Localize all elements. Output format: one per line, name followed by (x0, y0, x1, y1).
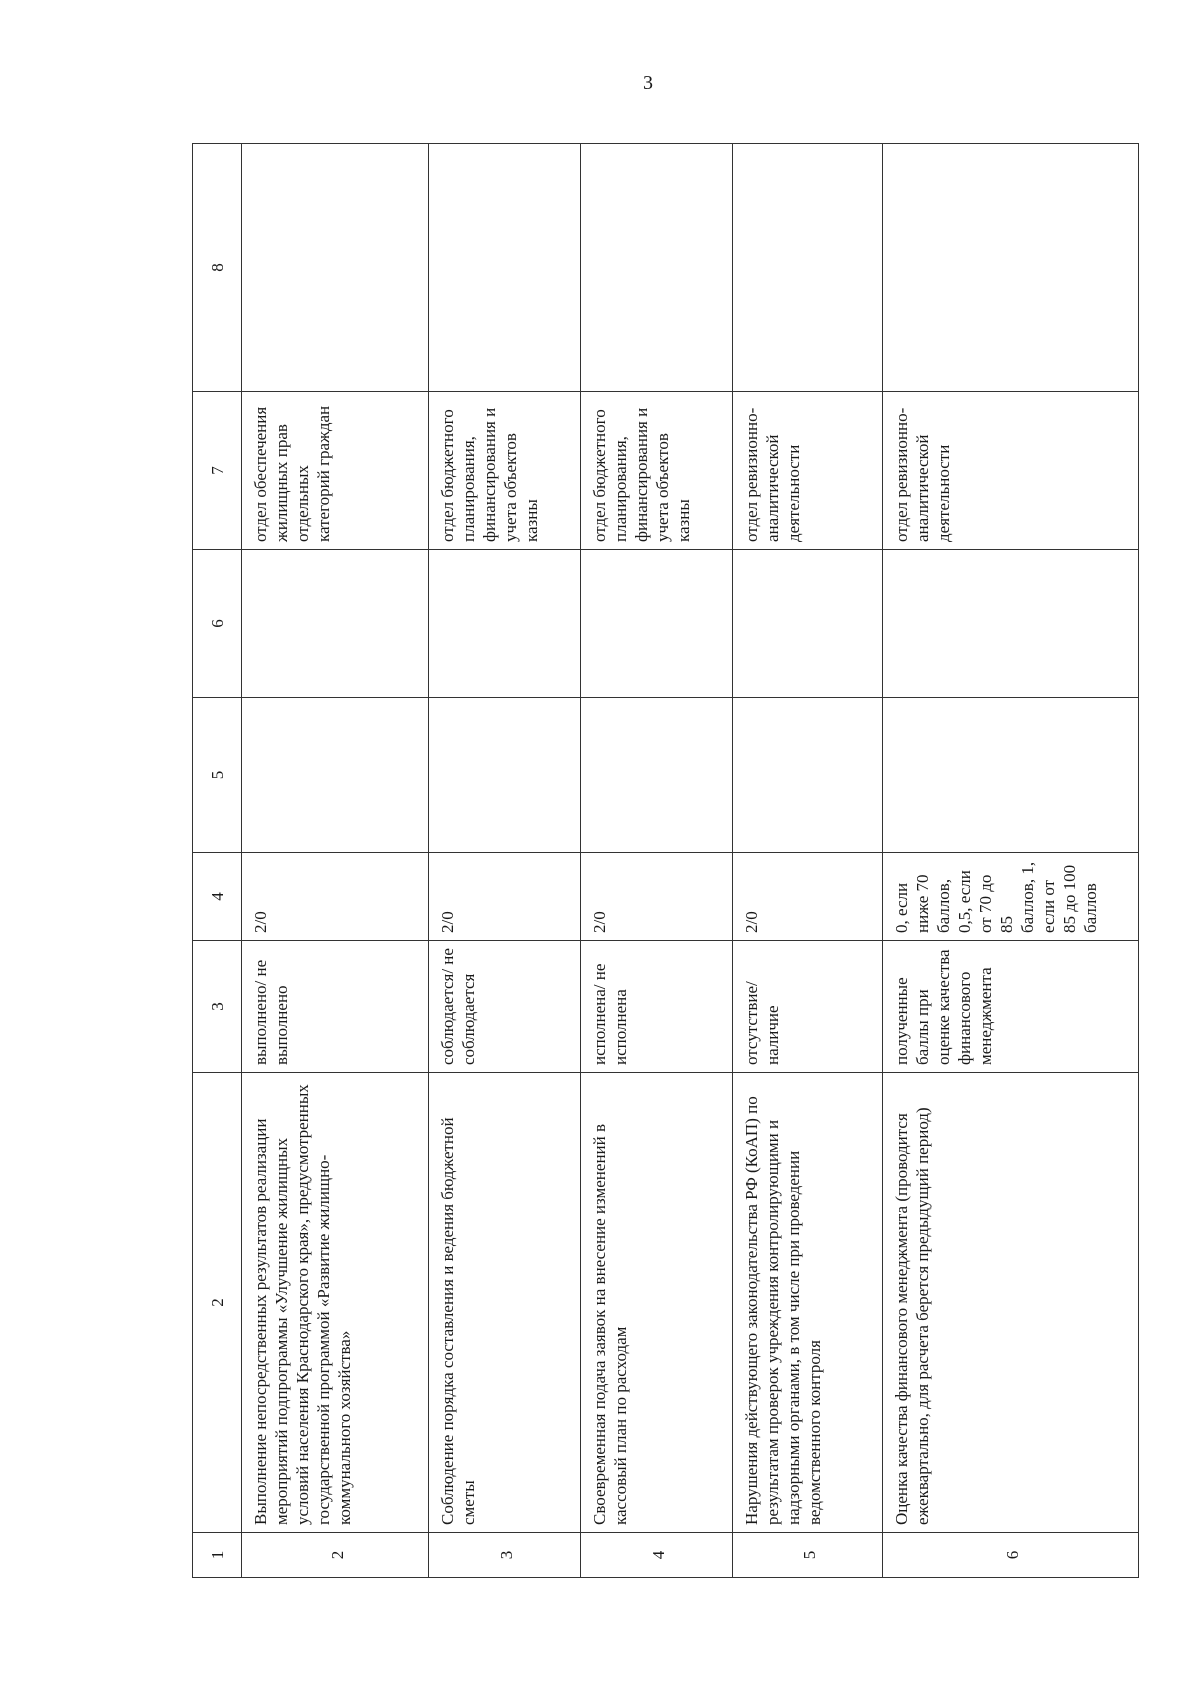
header-cell: 6 (193, 550, 242, 698)
header-cell: 1 (193, 1533, 242, 1578)
department-cell: отдел обеспечения жилищных прав отдельных категорий граждан (242, 392, 429, 550)
score-cell: 2/0 (733, 853, 883, 941)
measure-cell: отсутствие/ наличие (733, 941, 883, 1073)
col8-cell (581, 144, 733, 392)
score-cell: 2/0 (242, 853, 429, 941)
col8-cell (429, 144, 581, 392)
header-cell: 3 (193, 941, 242, 1073)
col6-cell (581, 550, 733, 698)
criterion-cell: Выполнение непосредственных результатов реализации мероприятий подпрограммы «Улучшение жилищных условий населения Краснодарского края», предусмотренных государственной программой «Развитие жилищно-коммунального хозяйства» (242, 1073, 429, 1533)
header-row (193, 144, 242, 1578)
score-cell: 2/0 (581, 853, 733, 941)
row-number: 6 (883, 1533, 1139, 1578)
header-cell: 8 (193, 144, 242, 392)
criterion-cell: Соблюдение порядка составления и ведения бюджетной сметы (429, 1073, 581, 1533)
row-number: 3 (429, 1533, 581, 1578)
score-cell: 2/0 (429, 853, 581, 941)
header-cell: 2 (193, 1073, 242, 1533)
table-row (429, 144, 581, 1578)
col8-cell (883, 144, 1139, 392)
header-cell: 5 (193, 698, 242, 853)
col5-cell (733, 698, 883, 853)
row-number: 5 (733, 1533, 883, 1578)
department-cell: отдел ревизионно-аналитической деятельности (733, 392, 883, 550)
department-cell: отдел бюджетного планирования, финансирования и учета объектов казны (429, 392, 581, 550)
row-number: 2 (242, 1533, 429, 1578)
col8-cell (733, 144, 883, 392)
table-row (883, 144, 1139, 1578)
col6-cell (242, 550, 429, 698)
header-cell: 4 (193, 853, 242, 941)
page-number: 3 (643, 72, 653, 94)
measure-cell: исполнена/ не исполнена (581, 941, 733, 1073)
row-number: 4 (581, 1533, 733, 1578)
col5-cell (581, 698, 733, 853)
measure-cell: выполнено/ не выполнено (242, 941, 429, 1073)
department-cell: отдел бюджетного планирования, финансирования и учета объектов казны (581, 392, 733, 550)
measure-cell: соблюдается/ не соблюдается (429, 941, 581, 1073)
col6-cell (883, 550, 1139, 698)
table-row (581, 144, 733, 1578)
rotated-table-content (192, 144, 1129, 1578)
col5-cell (883, 698, 1139, 853)
table-row (733, 144, 883, 1578)
col5-cell (429, 698, 581, 853)
col6-cell (429, 550, 581, 698)
col5-cell (242, 698, 429, 853)
criteria-table (192, 143, 1139, 1578)
criterion-cell: Нарушения действующего законодательства РФ (КоАП) по результатам проверок учреждения контролирующими и надзорными органами, в том числе при проведении ведомственного контроля (733, 1073, 883, 1533)
criterion-cell: Оценка качества финансового менеджмента (проводится ежеквартально, для расчета берется предыдущий период) (883, 1073, 1139, 1533)
criterion-cell: Своевременная подача заявок на внесение изменений в кассовый план по расходам (581, 1073, 733, 1533)
department-cell: отдел ревизионно-аналитической деятельности (883, 392, 1139, 550)
score-cell: 0, если ниже 70 баллов, 0,5, если от 70 до 85 баллов, 1, если от 85 до 100 баллов (883, 853, 1139, 941)
measure-cell: полученные баллы при оценке качества финансового менеджмента (883, 941, 1139, 1073)
col8-cell (242, 144, 429, 392)
header-cell: 7 (193, 392, 242, 550)
rotated-table-frame (192, 144, 1129, 1578)
table-row (242, 144, 429, 1578)
col6-cell (733, 550, 883, 698)
